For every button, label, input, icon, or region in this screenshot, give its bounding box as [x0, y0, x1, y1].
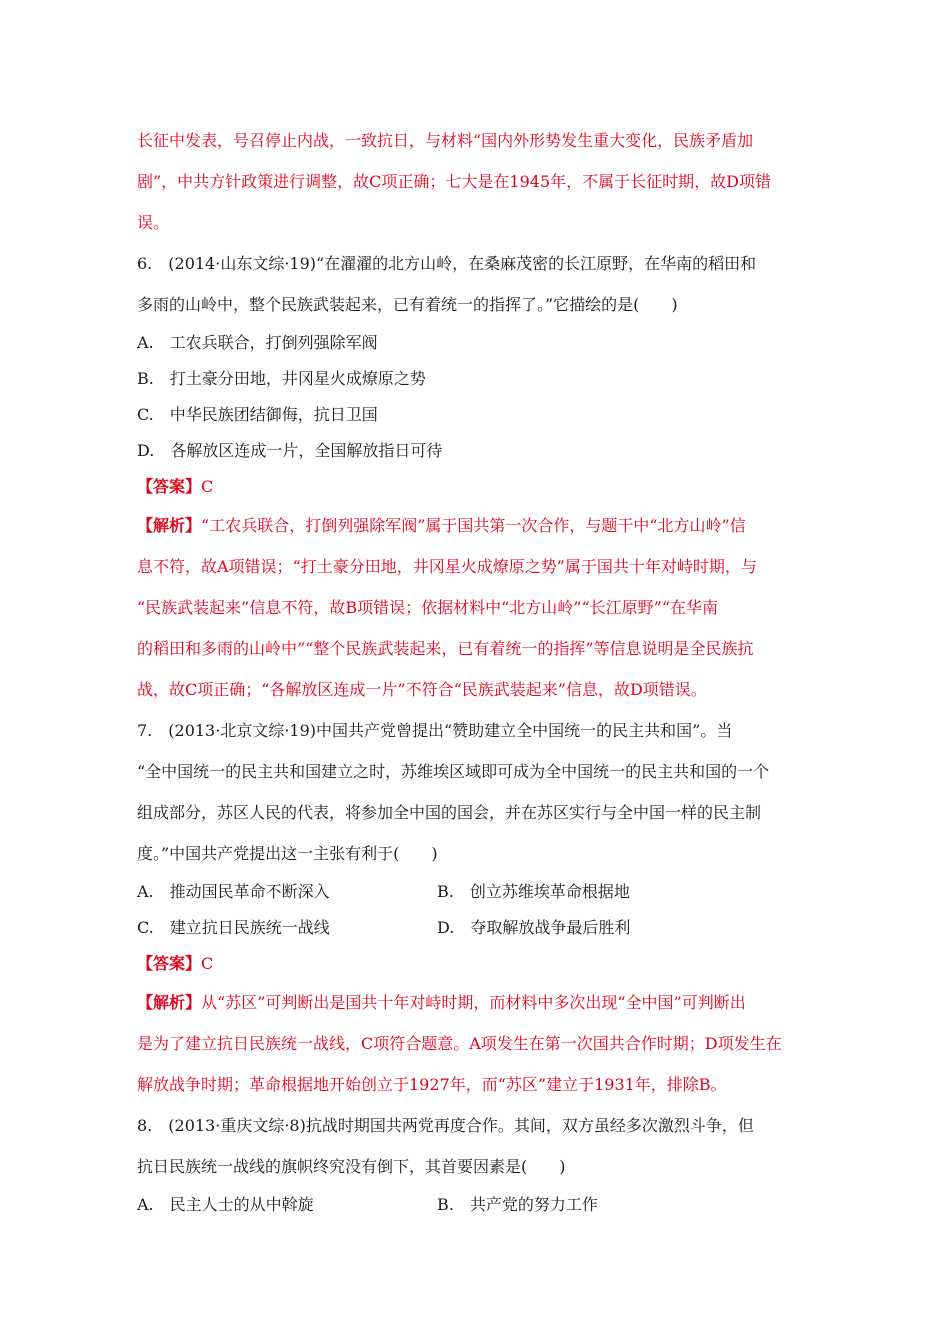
question-8 [137, 1105, 817, 1187]
explanation-line [137, 505, 817, 546]
explanation-line [137, 982, 817, 1023]
question-6-explanation [137, 505, 817, 710]
question-line: 8. (2013·重庆文综·8)抗战时期国共两党再度合作。其间，双方虽经多次激烈斗争，但 [137, 1116, 754, 1135]
options-row [137, 874, 817, 910]
explanation-line: 是为了建立抗日民族统一战线，C项符合题意。A项发生在第一次国共合作时期；D项发生在 [137, 1034, 782, 1053]
question-6-options [137, 325, 817, 469]
document-page [137, 120, 817, 1223]
question-line: 度。”中国共产党提出这一主张有利于( ) [137, 844, 438, 863]
explanation-line: 误。 [137, 213, 170, 232]
prev-explanation [137, 120, 817, 243]
question-7-explanation [137, 982, 817, 1105]
explanation-line: 战，故C项正确；“各解放区连成一片”不符合“民族武装起来”信息，故D项错误。 [137, 680, 707, 699]
question-7-answer [137, 946, 817, 982]
question-line: 组成部分，苏区人民的代表，将参加全中国的国会，并在苏区实行与全中国一样的民主制 [137, 803, 762, 822]
answer-value: C [201, 954, 214, 973]
explanation-text: “工农兵联合，打倒列强除军阀”属于国共第一次合作，与题干中“北方山岭”信 [201, 516, 746, 535]
options-row [137, 1187, 817, 1223]
question-7 [137, 710, 817, 874]
option-d: D. 夺取解放战争最后胜利 [437, 918, 631, 937]
explanation-line: 剧”，中共方针政策进行调整，故C项正确；七大是在1945年，不属于长征时期，故D项错 [137, 172, 771, 191]
explanation-line: 长征中发表，号召停止内战，一致抗日，与材料“国内外形势发生重大变化，民族矛盾加 [137, 131, 754, 150]
question-line: 抗日民族统一战线的旗帜终究没有倒下，其首要因素是( ) [137, 1157, 566, 1176]
option-c: C. 建立抗日民族统一战线 [137, 918, 330, 937]
answer-value: C [201, 477, 214, 496]
option-b: B. 创立苏维埃革命根据地 [437, 882, 630, 901]
explanation-text: 从“苏区”可判断出是国共十年对峙时期，而材料中多次出现“全中国”可判断出 [201, 993, 746, 1012]
explanation-line: 解放战争时期；革命根据地开始创立于1927年，而“苏区”建立于1931年，排除B。 [137, 1075, 727, 1094]
option-b: B. 打土豪分田地，井冈星火成燎原之势 [137, 369, 426, 388]
answer-tag: 【答案】 [137, 477, 202, 496]
explanation-tag: 【解析】 [137, 516, 202, 535]
answer-tag: 【答案】 [137, 954, 202, 973]
option-c: C. 中华民族团结御侮，抗日卫国 [137, 405, 378, 424]
option-d: D. 各解放区连成一片，全国解放指日可待 [137, 441, 443, 460]
question-line: 多雨的山岭中，整个民族武装起来，已有着统一的指挥了。”它描绘的是( ) [137, 295, 678, 314]
option-a: A. 民主人士的从中斡旋 [137, 1195, 314, 1214]
question-6-answer [137, 469, 817, 505]
question-7-options [137, 874, 817, 946]
question-line: 6. (2014·山东文综·19)“在濯濯的北方山岭，在桑麻茂密的长江原野，在华南的稻田和 [137, 254, 757, 273]
options-row [137, 910, 817, 946]
explanation-line: 息不符，故A项错误；“打土豪分田地，井冈星火成燎原之势”属于国共十年对峙时期，与 [137, 557, 757, 576]
question-6 [137, 243, 817, 325]
explanation-tag: 【解析】 [137, 993, 202, 1012]
explanation-line: 的稻田和多雨的山岭中”“整个民族武装起来，已有着统一的指挥”等信息说明是全民族抗 [137, 639, 754, 658]
explanation-line: “民族武装起来”信息不符，故B项错误；依据材料中“北方山岭”“长江原野”“在华南 [137, 598, 719, 617]
question-8-options [137, 1187, 817, 1223]
question-line: “全中国统一的民主共和国建立之时，苏维埃区域即可成为全中国统一的民主共和国的一个 [137, 762, 770, 781]
question-line: 7. (2013·北京文综·19)中国共产党曾提出“赞助建立全中国统一的民主共和国”。当 [137, 721, 733, 740]
option-a: A. 推动国民革命不断深入 [137, 882, 330, 901]
option-b: B. 共产党的努力工作 [437, 1195, 598, 1214]
option-a: A. 工农兵联合，打倒列强除军阀 [137, 333, 378, 352]
